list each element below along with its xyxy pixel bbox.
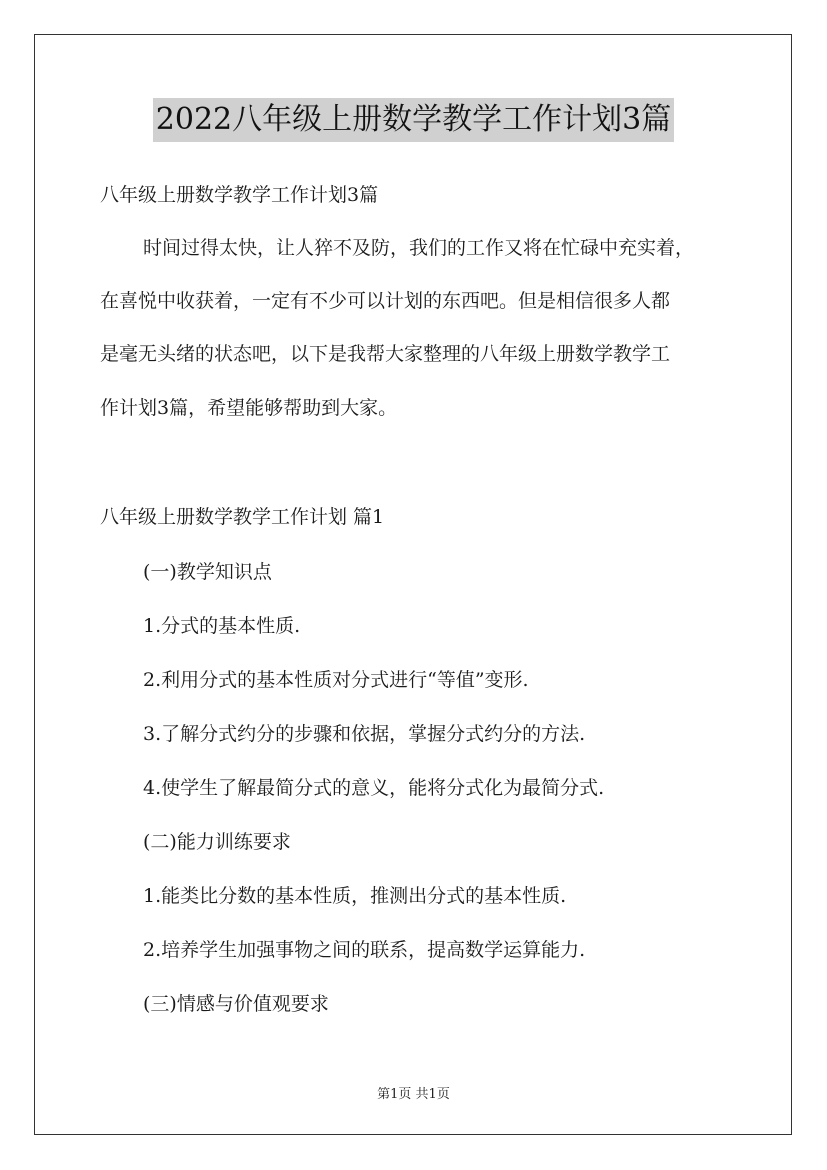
list-item: (三)情感与价值观要求 bbox=[143, 993, 329, 1015]
list-item: 1.分式的基本性质. bbox=[143, 615, 301, 637]
document-title: 2022八年级上册数学教学工作计划3篇 bbox=[153, 98, 674, 142]
intro-line-1: 时间过得太快，让人猝不及防，我们的工作又将在忙碌中充实着， bbox=[143, 237, 695, 259]
intro-line-3: 是毫无头绪的状态吧，以下是我帮大家整理的八年级上册数学教学工 bbox=[100, 343, 671, 365]
page-footer: 第1页 共1页 bbox=[377, 1087, 450, 1102]
subtitle: 八年级上册数学教学工作计划3篇 bbox=[100, 184, 379, 206]
list-item: 3.了解分式约分的步骤和依据，掌握分式约分的方法. bbox=[143, 723, 586, 745]
title-container bbox=[0, 98, 827, 142]
list-item: (二)能力训练要求 bbox=[143, 831, 291, 853]
intro-line-4: 作计划3篇，希望能够帮助到大家。 bbox=[100, 397, 398, 419]
section-heading: 八年级上册数学教学工作计划 篇1 bbox=[100, 506, 385, 528]
list-item: 4.使学生了解最简分式的意义，能将分式化为最简分式. bbox=[143, 777, 605, 799]
list-item: (一)教学知识点 bbox=[143, 561, 272, 583]
list-item: 1.能类比分数的基本性质，推测出分式的基本性质. bbox=[143, 885, 567, 907]
list-item: 2.培养学生加强事物之间的联系，提高数学运算能力. bbox=[143, 939, 586, 961]
list-item: 2.利用分式的基本性质对分式进行“等值”变形. bbox=[143, 669, 529, 691]
intro-line-2: 在喜悦中收获着，一定有不少可以计划的东西吧。但是相信很多人都 bbox=[100, 290, 671, 312]
